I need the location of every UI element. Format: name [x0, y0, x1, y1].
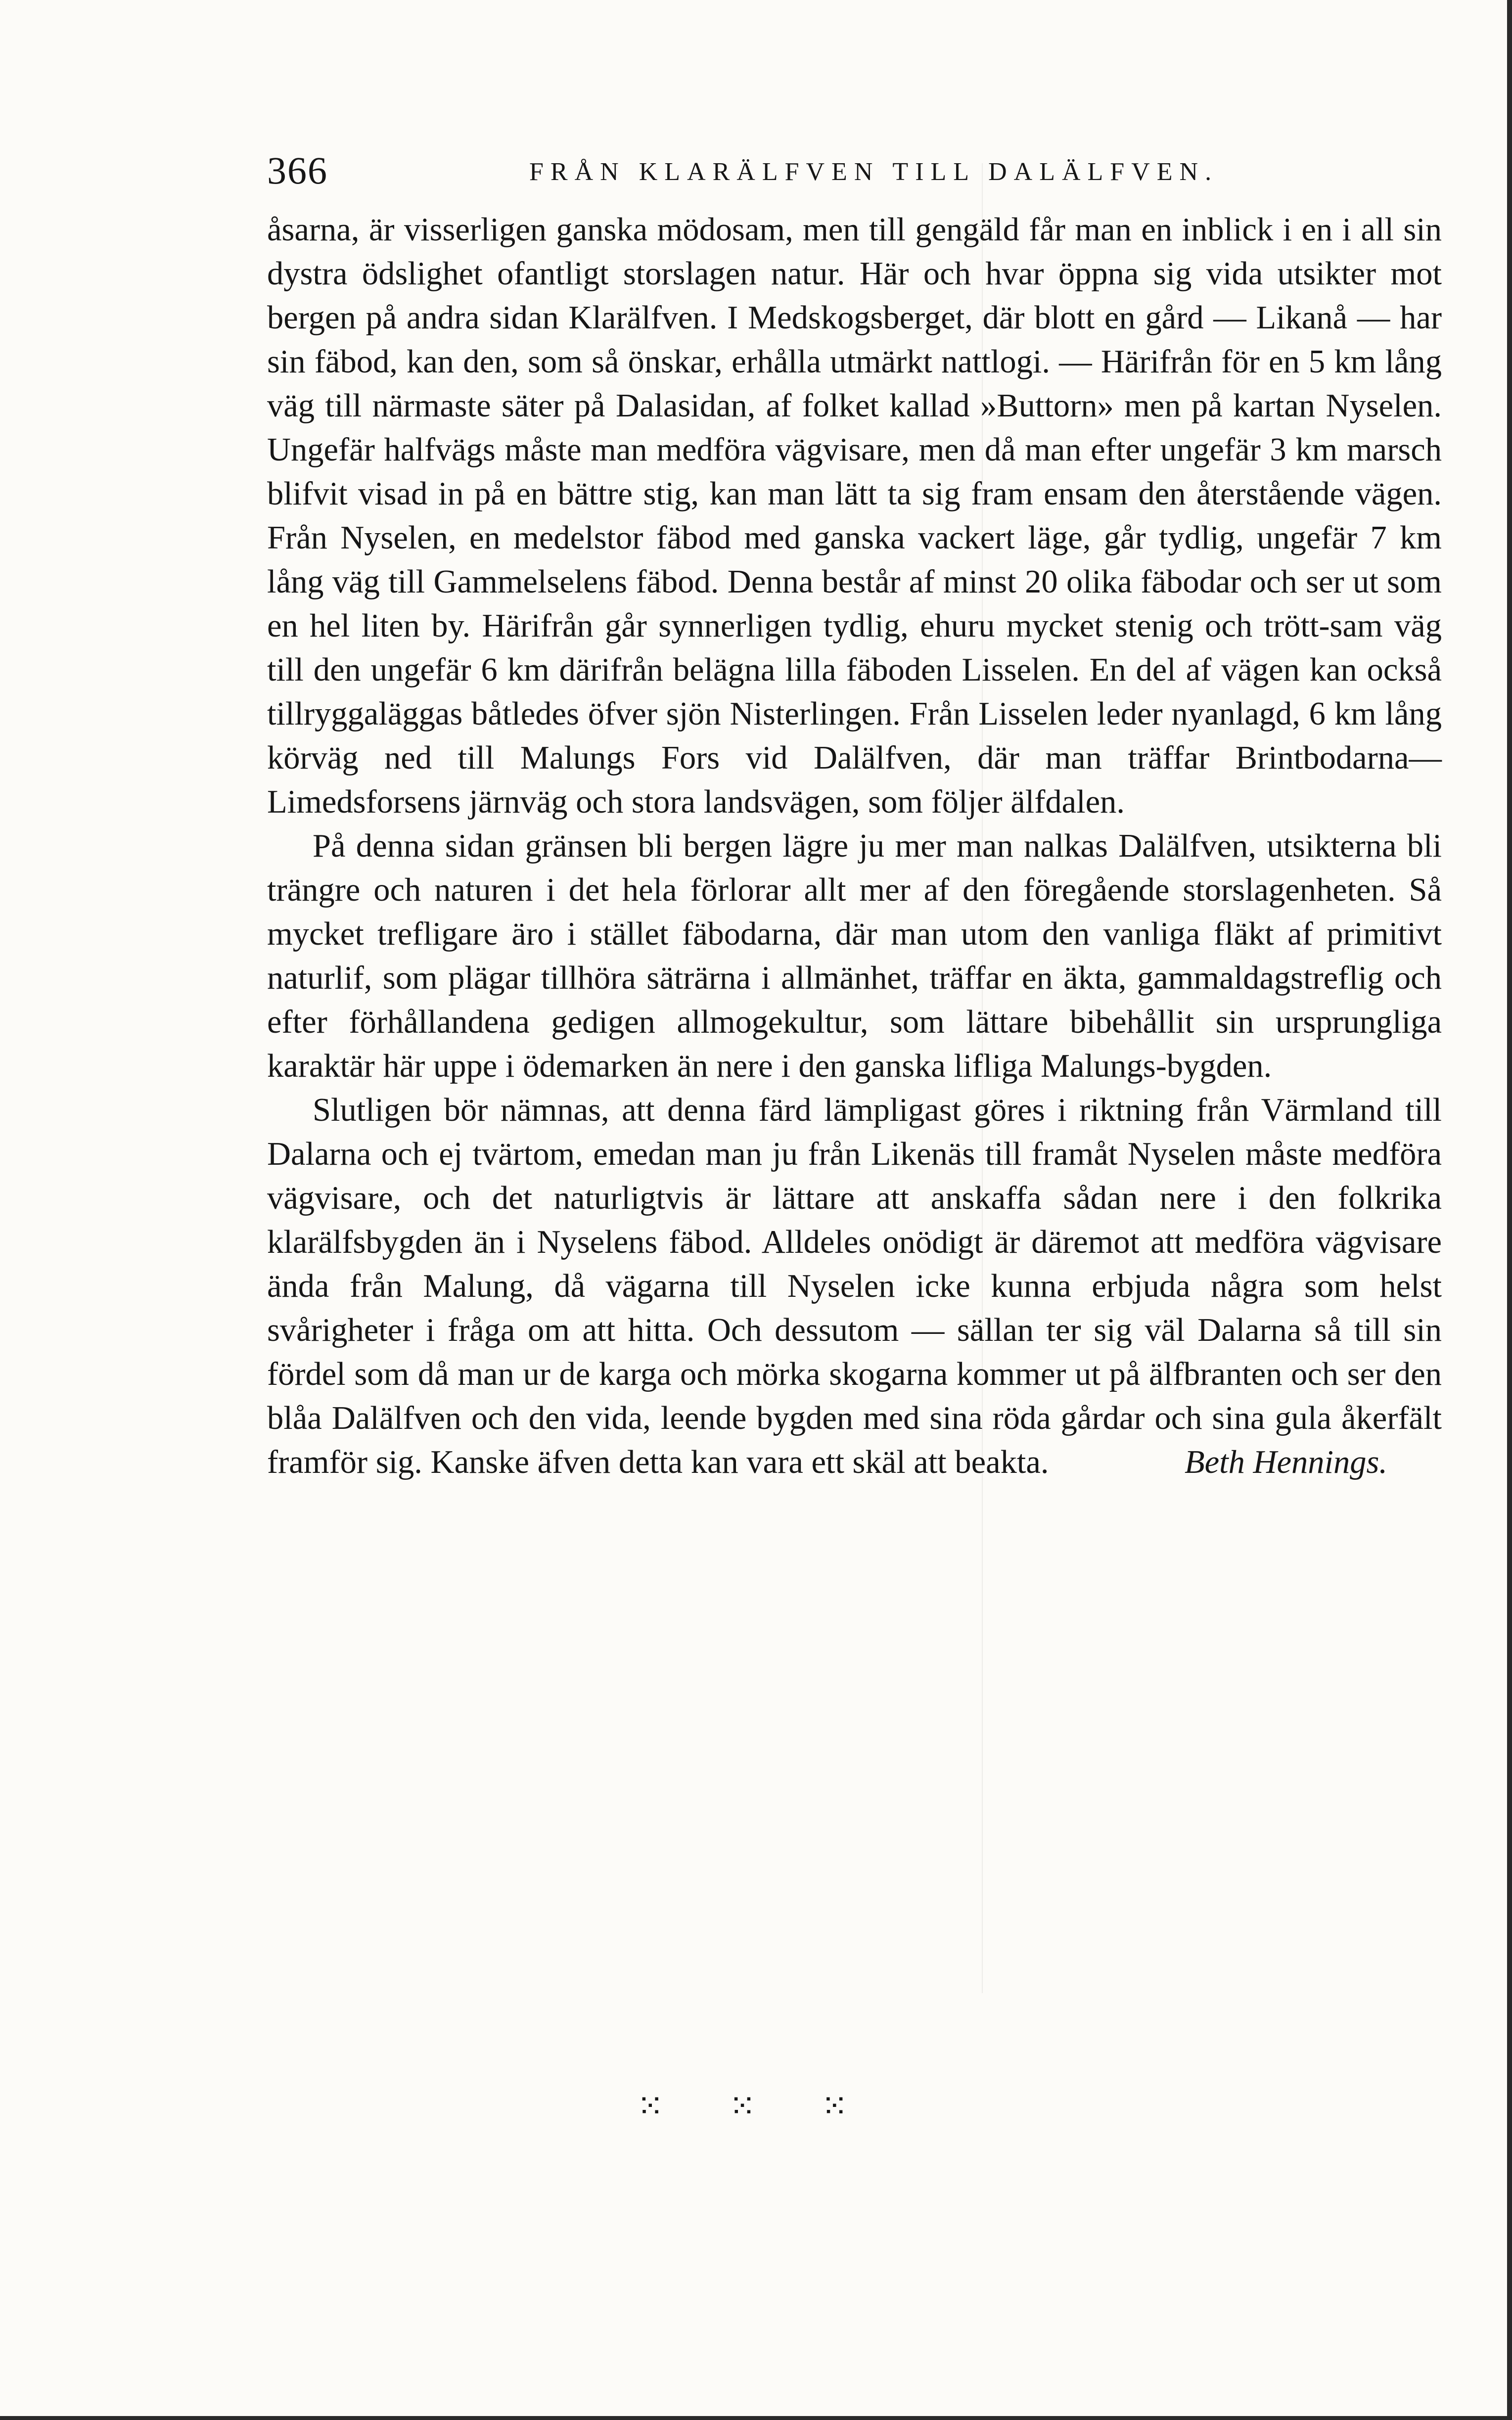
paragraph-1: åsarna, är visserligen ganska mödosam, men till gengäld får man en inblick i en i all sin dystra ödslighet ofantligt storslagen natur. Här och hvar öppna sig vida utsikter mot bergen på andra sidan Klarälfven. I Medskogsberget, där blott en gård — Likanå — har sin fäbod, kan den, som så önskar, erhålla utmärkt nattlogi. — Härifrån för en 5 km lång väg till närmaste säter på Dalasidan, af folket kallad »Buttorn» men på kartan Nyselen. Ungefär halfvägs måste man medföra vägvisare, men då man efter ungefär 3 km marsch blifvit visad in på en bättre stig, kan man lätt ta sig fram ensam den återstående vägen. Från Nyselen, en medelstor fäbod med ganska vackert läge, går tydlig, ungefär 7 km lång väg till Gammelselens fäbod. Denna består af minst 20 olika fäbodar och ser ut som en hel liten by. Härifrån går synnerligen tydlig, ehuru mycket stenig och trött-sam väg till den ungefär 6 km därifrån belägna lilla fäboden Lisselen. En del af vägen kan också tillryggaläggas båtledes öfver sjön Nisterlingen. Från Lisselen leder nyanlagd, 6 km lång körväg ned till Malungs Fors vid Dalälfven, där man träffar Brintbodarna—Limedsforsens järnväg och stora landsvägen, som följer älfdalen. [267, 212, 1442, 820]
body-text [267, 208, 1442, 1484]
running-head [267, 148, 1444, 198]
paragraph-2: På denna sidan gränsen bli bergen lägre ju mer man nalkas Dalälfven, utsikterna bli trängre och naturen i det hela förlorar allt mer af den föregående storslagenheten. Så mycket trefligare äro i stället fäbodarna, där man utom den vanliga fläkt af primitivt naturlif, som plägar tillhöra säträrna i allmänhet, träffar en äkta, gammaldagstreflig och efter förhållandena gedigen allmogekultur, som lättare bibehållit sin ursprungliga karaktär här uppe i ödemarken än nere i den ganska lifliga Malungs-bygden. [267, 828, 1442, 1084]
section-ornament: ⁙ ⁙ ⁙ [637, 2087, 875, 2125]
author-signature: Beth Hennings. [1184, 1444, 1387, 1480]
page-number: 366 [267, 149, 328, 192]
paragraph-3: Slutligen bör nämnas, att denna färd lämpligast göres i riktning från Värmland till Dalarna och ej tvärtom, emedan man ju från Likenäs till framåt Nyselen måste medföra vägvisare, och det naturligtvis är lättare att anskaffa sådan nere i den folkrika klarälfsbygden än i Nyselens fäbod. Alldeles onödigt är däremot att medföra vägvisare ända från Malung, då vägarna till Nyselen icke kunna erbjuda några som helst svårigheter i fråga om att hitta. Och dessutom — sällan ter sig väl Dalarna så till sin fördel som då man ur de karga och mörka skogarna kommer ut på älfbranten och ser den blåa Dalälfven och den vida, leende bygden med sina röda gårdar och sina gula åkerfält framför sig. Kanske äfven detta kan vara ett skäl att beakta. [267, 1092, 1442, 1480]
running-title: FRÅN KLARÄLFVEN TILL DALÄLFVEN. [529, 158, 1219, 186]
